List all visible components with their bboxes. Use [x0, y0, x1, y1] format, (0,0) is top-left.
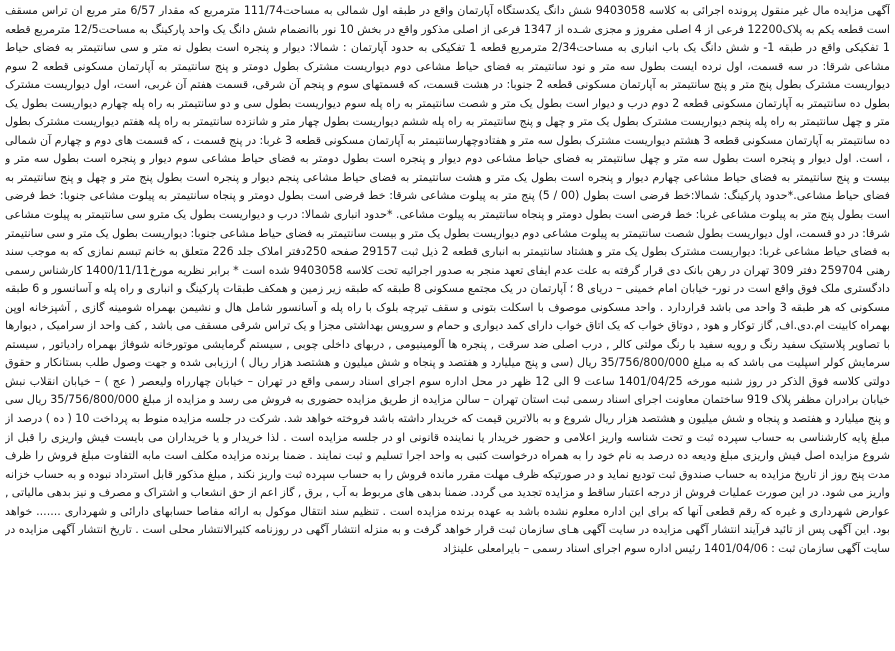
auction-notice-text: آگهی مزایده مال غیر منقول پرونده اجرائی به کلاسه 9403058 شش دانگ یکدستگاه آپارتمان واقع در طبقه اول شمالی به مساحت111/74 مترمربع که مقدار 6/57 متر مربع ان تراس مسقف است قطعه یکم به پلاک12200 فرعی از 4 اصلی مفروز و مجزی شـده از 1347 فرعی از اصلی مذکور واقع در بخش 10 نور باانضمام شش دانگ یک واحد پارکینگ به مساحت12/5 مترمربع قطعه 1 تفکیکی واقع در طبقه 1- و شش دانگ یک باب انباری به مساحت2/34 مترمربع قطعه 1 تفکیکی به حدود آپارتمان : شمالا: دیوار و پنجره است بطول نه متر و سی سانتیمتر به فضای حیاط مشاعی شرقا: در سه قسمت، اول نرده ایست بطول سه متر و نود سانتیمتر به فضای حیاط مشاعی دوم دیواریست مشترک بطول دومتر و پنج سانتیمتر به آپارتمان مسکونی قطعه 2 سوم دیواریست مشترک بطول پنج متر و پنج سانتیمتر به آپارتمان مسکونی قطعه 2 جنوبا: در هشت قسمت، که قسمتهای سوم و پنجم آن شرقی، قسمت هفتم آن غربی، است، اول دیواریست مشترک بطول ده سانتیمتر به آپارتمان مسکونی قطعه 2 دوم درب و دیوار است بطول یک متر و شصت سانتیمتر به راه پله سوم دیواریست بطول سی و دو سانتیمتر به راه پله چهارم دیواریست بطول یک متر و چهل سانتیمتر به راه پله پنجم دیواریست مشترک بطول یک متر و چهل و پنج سانتیمتر به راه پله ششم دیواریست بطول چهار متر و شانزده سانتیمتر به راه پله هفتم دیواریست مشترک بطول ده سانتیمتر به آپارتمان مسکونی قطعه 3 هشتم دیواریست مشترک بطول سه متر و هفتادوچهارسانتیمتر به آپارتمان مسکونی قطعه 3 غربا: در پنج قسمت ، که قسمت های دوم و چهارم آن شمالی ، است. اول دیوار و پنجره است بطول سه متر و چهل سانتیمتر به فضای حیاط مشاعی دوم دیوار و پنجره است بطول دومتر به فضای حیاط مشاعی سوم دیوار و پنجره است بطول سه متر و بیست و پنج سانتیمتر به فضای حیاط مشاعی چهارم دیوار و پنجره است بطول یک متر و هشت سانتیمتر به فضای حیاط مشاعی پنجم دیوار و پنجره است بطول پنج متر و چهل و پنج سانتیمتر به فضای حیاط مشاعی.*حدود پارکینگ: شمالا:خط فرضی است بطول (00 / 5) پنج متر به پیلوت مشاعی شرقا: خط فرضی است بطول دومتر و پنجاه سانتیمتر به پیلوت مشاعی جنوبا: خط فرضی است بطول پنج متر به پیلوت مشاعی غربا: خط فرضی است بطول دومتر و پنجاه سانتیمتر به پیلوت مشاعی. *حدود انباری شمالا: درب و دیواریست بطول یک مترو سی سانتیمتر به پیلوت مشاعی شرقا: در دو قسمت، اول دیواریست بطول شصت سانتیمتر به پیلوت مشاعی دوم دیواریست بطول یک متر و بیست سانتیمتر به فضای حیاط مشاعی جنوبا: دیواریست بطول یک متر و سی سانتیمتر به فضای حیاط مشاعی غربا: دیواریست مشترک بطول یک متر و هشتاد سانتیمتر به انباری قطعه 2 ذیل ثبت 29157 صفحه 250دفتر املاک جلد 226 متعلق به خانم تبسم نمازی که به موجب سند رهنی 259704 دفتر 309 تهران در رهن بانک دی قرار گرفته به علت عدم ایفای تعهد منجر به صدور اجرائیه تحت کلاسه 9403058 شده است * برابر نظریه مورخ1400/11/11 کارشناس رسمی دادگستری ملک فوق واقع است در نور- خیابان امام خمینی – دریای 8 ؛ آپارتمان در یک مجتمع مسکونی 8 طبقه که طبقه زیر زمین و همکف طبقات پارکینگ و انباری و راه پله و آسانسور و 6 طبقه مسکونی که هر طبقه 3 واحد می باشد قراردارد . واحد مسکونی موصوف با اسکلت بتونی و سقف تیرچه بلوک با راه پله و آسانسور شامل هال و نشیمن بهمراه شومینه گازی , آشپزخانه اوپن بهمراه کابینت ام.دی.اف, گاز توکار و هود , دوتاق خواب که یک اتاق خواب دارای کمد دیواری و حمام و سرویس بهداشتی مجزا و یک تراس شرقی مسقف می باشد , کف واحد از سرامیک , دیوارها با تصاویر پلاستیک سفید رنگ و رویه سفید با رنگ مولتی کالر , درب اصلی ضد سرقت , پنجره ها آلومینیومی , دربهای داخلی چوبی , سیستم گرمایشی موتورخانه شوفاژ بهمراه رادیاتور , سیستم سرمایش کولر اسپلیت می باشد که به مبلغ 35/756/800/000 ریال (سی و پنج میلیارد و هفتصد و پنجاه و شش میلیون و هشتصد هزار ریال ) ارزیابی شده و جهت وصول طلب بستانکار و حقوق دولتی کلاسه فوق الذکر در روز شنبه مورخه 1401/04/25 ساعت 9 الی 12 ظهر در محل اداره سوم اجرای اسناد رسمی واقع در تهران – خیابان چهارراه ولیعصر ( عج ) – خیابان انقلاب نبش خیابان برادران مظفر پلاک 919 ساختمان معاونت اجرای اسناد رسمی ثبت استان تهران – سالن مزایده از طریق مزایده حضوری به فروش می رسد و مزایده از مبلغ 35/756/800/000 ریال سی و پنج میلیارد و هفتصد و پنجاه و شش میلیون و هشتصد هزار ریال شروع و به بالاترین قیمت که خریدار داشته باشد فروخته خواهد شد. شرکت در جلسه مزایده منوط به پرداخت 10 ( ده ) درصد از مبلغ پایه کارشناسی به حساب سپرده ثبت و تحت شناسه واریز اعلامی و حضور خریدار یا نماینده قانونی او در جلسه مزایده است . لذا خریدار و یا خریداران می بایست فیش واریزی را قبل از شروع مزایده اصل فیش واریزی مبلغ ودیعه ده درصد به نام خود را به همراه درخواست کتبی به واحد اجرا تسلیم و ثبت نمایند . ضمنا برنده مزایده مکلف است مابه التفاوت مبلغ فروش را ظرف مدت پنج روز از تاریخ مزایده به حساب صندوق ثبت تودیع نماید و در صورتیکه ظرف مهلت مقرر مانده فروش را به حساب سپرده ثبت واریز نکند , مبلغ مذکور قابل استرداد نبوده و به حساب خزانه واریز می شود. در این صورت عملیات فروش از درجه اعتبار ساقط و مزایده تجدید می گردد. ضمنا بدهی های مربوط به آب , برق , گاز اعم از حق انشعاب و اشتراک و مصرف و نیز بدهی مالیاتی , عوارض شهرداری و غیره که رقم قطعی آنها که برای این اداره معلوم نشده باشد به عهده برنده مزایده است . تنظیم سند انتقال موکول به ارائه مفاصا حسابهای دارائی و شهرداری ....... خواهد بود. این آگهی پس از تائید فرآیند انتشار آگهی مزایده در سایت آگهی هـای سازمان ثبت قرار خواهد گرفت و به منزله انتشار آگهی در روزنامه کثیرالانتشار محلی است . تاریخ انتشار آگهی مزایده در سایت آگهی سازمان ثبت : 1401/04/06 رئیس اداره سوم اجرای اسناد رسمی – بایرامعلی علینژاد — [5, 4, 890, 555]
